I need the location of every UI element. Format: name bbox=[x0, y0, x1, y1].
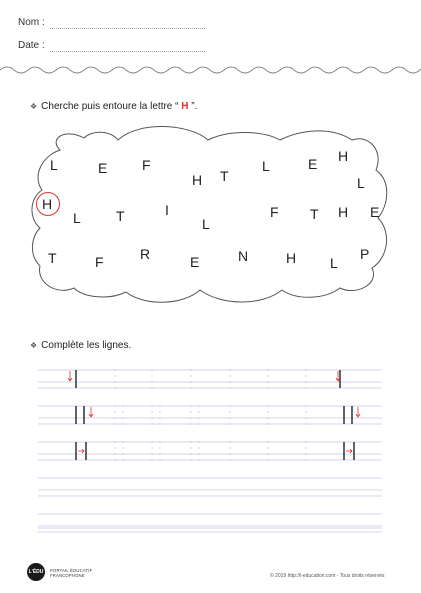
search-letter[interactable]: R bbox=[140, 246, 151, 262]
tracing-dot bbox=[305, 447, 306, 448]
tracing-dot bbox=[229, 381, 230, 382]
search-letter[interactable]: E bbox=[308, 156, 318, 172]
tracing-dot bbox=[229, 447, 230, 448]
tracing-dot bbox=[198, 453, 199, 454]
tracing-dot bbox=[159, 453, 160, 454]
search-letter[interactable]: E bbox=[190, 254, 200, 270]
search-letter[interactable]: L bbox=[262, 158, 270, 174]
name-label: Nom : bbox=[18, 17, 45, 28]
tracing-dot bbox=[198, 405, 199, 406]
tracing-dot bbox=[151, 387, 152, 388]
tracing-dot bbox=[267, 417, 268, 418]
tracing-dot bbox=[198, 417, 199, 418]
tracing-dot bbox=[151, 441, 152, 442]
tracing-dot bbox=[267, 447, 268, 448]
tracing-dot bbox=[151, 447, 152, 448]
tracing-dot bbox=[122, 411, 123, 412]
tracing-dot bbox=[229, 441, 230, 442]
tracing-dot bbox=[122, 459, 123, 460]
tracing-dot bbox=[114, 375, 115, 376]
tracing-dot bbox=[190, 405, 191, 406]
tracing-dot bbox=[114, 453, 115, 454]
tracing-dot bbox=[159, 459, 160, 460]
tracing-dot bbox=[151, 405, 152, 406]
right-arrow-icon bbox=[78, 449, 84, 453]
tracing-dot bbox=[305, 441, 306, 442]
tracing-dot bbox=[229, 411, 230, 412]
tracing-dot bbox=[305, 453, 306, 454]
tracing-dot bbox=[229, 375, 230, 376]
tracing-dot bbox=[305, 405, 306, 406]
search-letter[interactable]: I bbox=[165, 202, 169, 218]
tracing-dot bbox=[159, 423, 160, 424]
tracing-dot bbox=[267, 441, 268, 442]
tracing-dot bbox=[305, 387, 306, 388]
tracing-dot bbox=[151, 417, 152, 418]
exercise2-instruction: ❖ Complète les lignes. bbox=[30, 340, 132, 351]
tracing-dot bbox=[159, 405, 160, 406]
tracing-dot bbox=[114, 417, 115, 418]
search-letter[interactable]: L bbox=[202, 216, 210, 232]
brand-text: PORTAIL ÉDUCATIF FRANCOPHONE bbox=[50, 568, 93, 578]
copyright: © 2019 http://l-education.com - Tous droits réservés bbox=[270, 573, 385, 579]
search-letter[interactable]: H bbox=[338, 204, 349, 220]
tracing-dot bbox=[114, 387, 115, 388]
search-letter[interactable]: T bbox=[116, 208, 125, 224]
search-letter[interactable]: L bbox=[50, 157, 58, 173]
tracing-dot bbox=[114, 441, 115, 442]
tracing-dot bbox=[159, 417, 160, 418]
search-letter[interactable]: E bbox=[98, 160, 108, 176]
tracing-dot bbox=[151, 423, 152, 424]
tracing-dot bbox=[229, 387, 230, 388]
tracing-dot bbox=[114, 381, 115, 382]
diamond-bullet-icon: ❖ bbox=[30, 341, 38, 350]
tracing-dot bbox=[198, 459, 199, 460]
tracing-dot bbox=[190, 369, 191, 370]
search-letter[interactable]: H bbox=[192, 172, 203, 188]
tracing-dot bbox=[151, 411, 152, 412]
tracing-dot bbox=[229, 405, 230, 406]
tracing-dot bbox=[305, 369, 306, 370]
tracing-dot bbox=[229, 369, 230, 370]
tracing-dot bbox=[190, 375, 191, 376]
tracing-dot bbox=[151, 381, 152, 382]
search-letter[interactable]: H bbox=[338, 148, 349, 164]
right-arrow-icon bbox=[346, 449, 352, 453]
search-letter[interactable]: H bbox=[42, 196, 52, 212]
search-letter[interactable]: T bbox=[220, 168, 229, 184]
tracing-dot bbox=[198, 447, 199, 448]
tracing-dot bbox=[305, 375, 306, 376]
search-letter[interactable]: L bbox=[73, 210, 81, 226]
tracing-dot bbox=[267, 381, 268, 382]
tracing-dot bbox=[267, 411, 268, 412]
tracing-dot bbox=[198, 423, 199, 424]
tracing-dot bbox=[190, 441, 191, 442]
search-letter[interactable]: E bbox=[370, 204, 380, 220]
tracing-dot bbox=[267, 369, 268, 370]
tracing-dot bbox=[190, 411, 191, 412]
tracing-dot bbox=[114, 447, 115, 448]
search-letter[interactable]: F bbox=[95, 254, 104, 270]
tracing-dot bbox=[229, 417, 230, 418]
down-arrow-icon bbox=[89, 407, 93, 417]
down-arrow-icon bbox=[356, 407, 360, 417]
down-arrow-icon bbox=[68, 371, 72, 381]
search-letter[interactable]: F bbox=[142, 157, 151, 173]
tracing-dot bbox=[305, 459, 306, 460]
tracing-dot bbox=[305, 417, 306, 418]
tracing-dot bbox=[122, 453, 123, 454]
tracing-dot bbox=[122, 441, 123, 442]
search-letter[interactable]: F bbox=[270, 204, 279, 220]
tracing-dot bbox=[122, 447, 123, 448]
tracing-dot bbox=[190, 453, 191, 454]
tracing-dot bbox=[114, 459, 115, 460]
diamond-bullet-icon: ❖ bbox=[30, 102, 38, 111]
tracing-dot bbox=[229, 459, 230, 460]
tracing-dot bbox=[229, 423, 230, 424]
tracing-dot bbox=[305, 381, 306, 382]
tracing-dot bbox=[305, 423, 306, 424]
tracing-dot bbox=[114, 411, 115, 412]
tracing-dot bbox=[267, 405, 268, 406]
search-letter[interactable]: L bbox=[357, 175, 365, 191]
target-letter: H bbox=[178, 101, 192, 112]
tracing-dot bbox=[190, 417, 191, 418]
exercise1-instruction: ❖ Cherche puis entoure la lettre “ H ”. bbox=[30, 101, 198, 112]
search-letter[interactable]: P bbox=[360, 246, 370, 262]
tracing-dot bbox=[122, 423, 123, 424]
tracing-dot bbox=[267, 453, 268, 454]
tracing-dot bbox=[151, 375, 152, 376]
tracing-dot bbox=[190, 447, 191, 448]
search-letter[interactable]: N bbox=[238, 248, 249, 264]
tracing-dot bbox=[198, 441, 199, 442]
tracing-dot bbox=[229, 453, 230, 454]
tracing-dot bbox=[151, 459, 152, 460]
date-label: Date : bbox=[18, 40, 45, 51]
tracing-dot bbox=[122, 417, 123, 418]
tracing-dot bbox=[159, 411, 160, 412]
tracing-dot bbox=[190, 459, 191, 460]
tracing-dot bbox=[114, 369, 115, 370]
tracing-dot bbox=[267, 387, 268, 388]
tracing-dot bbox=[267, 459, 268, 460]
tracing-dot bbox=[190, 387, 191, 388]
tracing-dot bbox=[190, 423, 191, 424]
tracing-dot bbox=[190, 381, 191, 382]
search-letter[interactable]: L bbox=[330, 255, 338, 271]
tracing-dot bbox=[114, 405, 115, 406]
search-letter[interactable]: H bbox=[286, 250, 297, 266]
search-letter[interactable]: T bbox=[310, 206, 319, 222]
tracing-dot bbox=[198, 411, 199, 412]
tracing-dot bbox=[159, 447, 160, 448]
edu-logo: L'ÉDU bbox=[27, 563, 45, 581]
tracing-dot bbox=[122, 405, 123, 406]
search-letter[interactable]: T bbox=[48, 250, 57, 266]
tracing-dot bbox=[305, 411, 306, 412]
tracing-dot bbox=[267, 423, 268, 424]
tracing-dot bbox=[114, 423, 115, 424]
tracing-dot bbox=[151, 453, 152, 454]
tracing-dot bbox=[151, 369, 152, 370]
tracing-dot bbox=[267, 375, 268, 376]
tracing-dot bbox=[159, 441, 160, 442]
